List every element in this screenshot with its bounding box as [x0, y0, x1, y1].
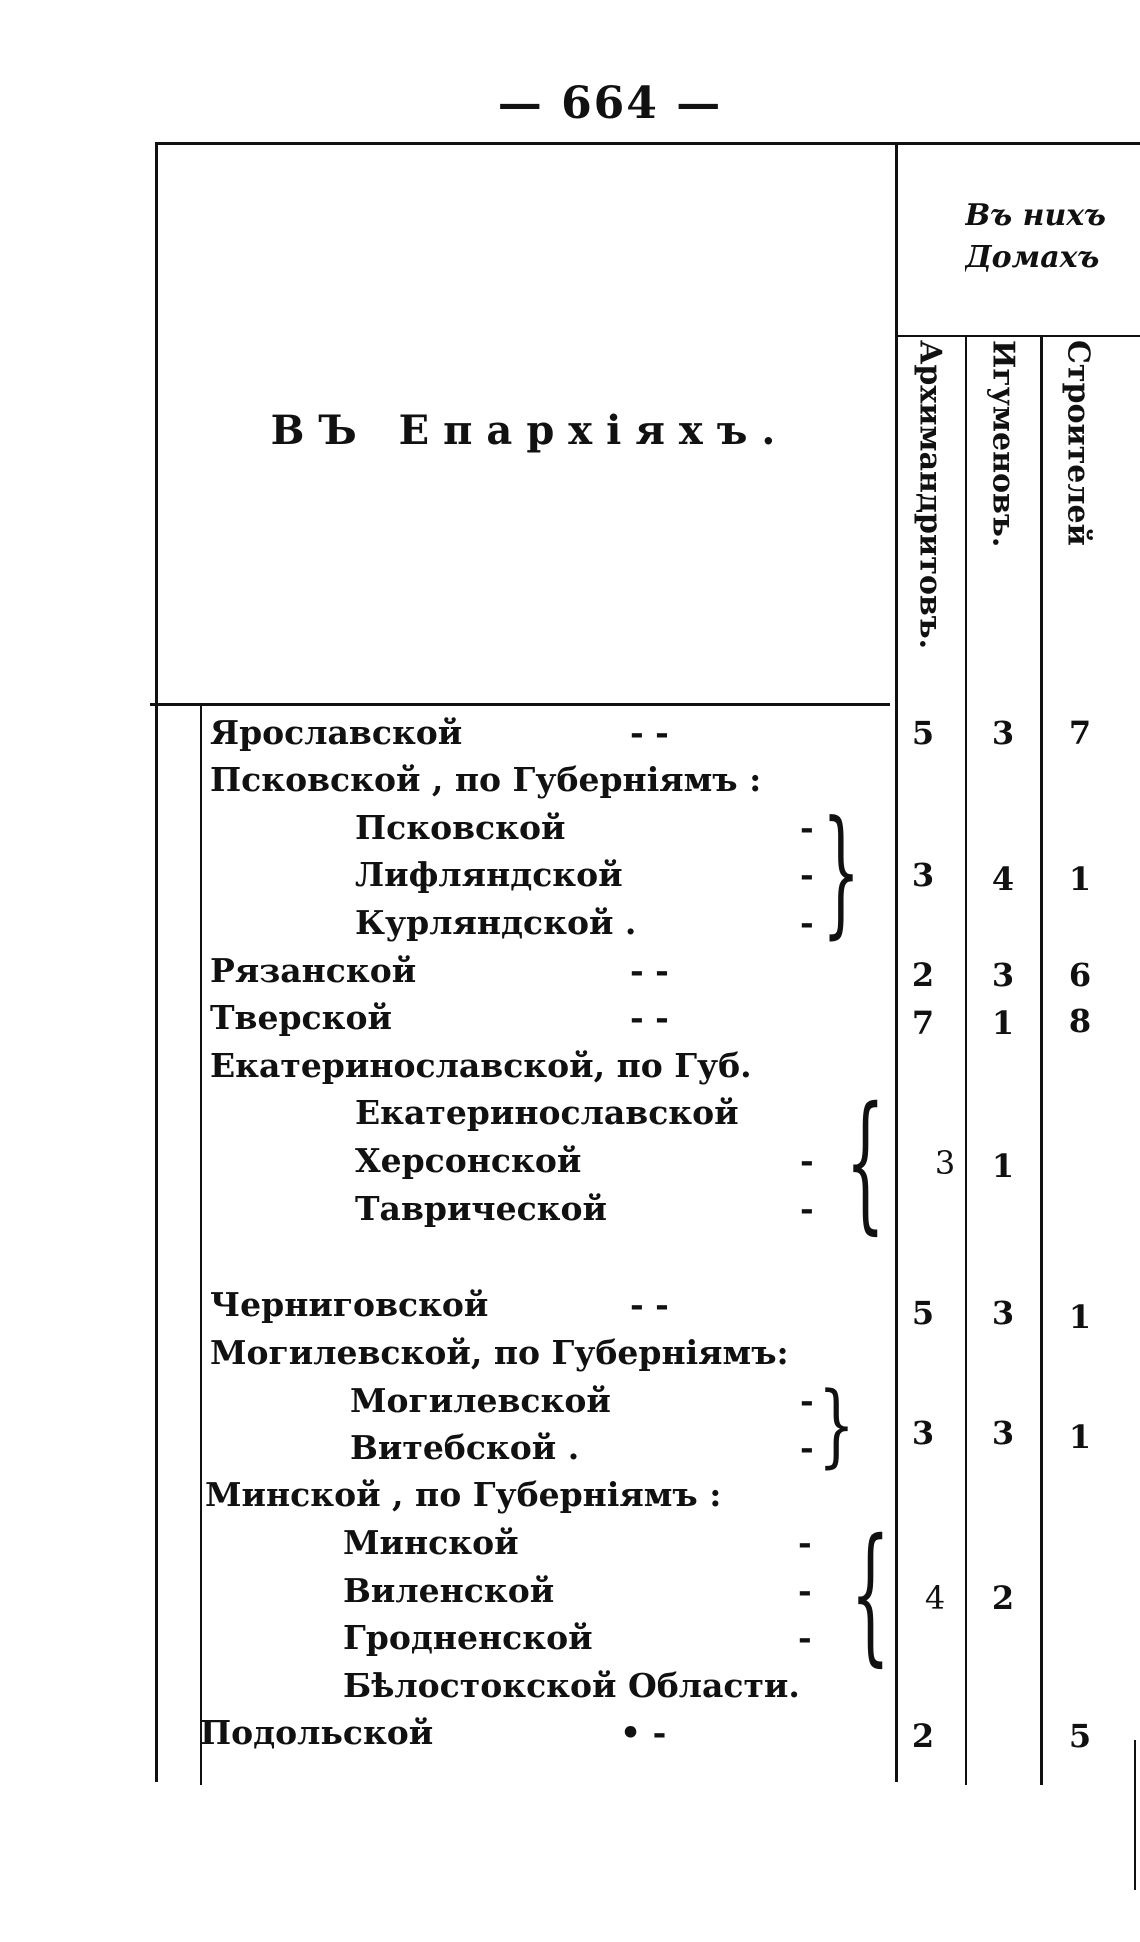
table-row: [343, 1520, 823, 1566]
table-row: [210, 1282, 890, 1328]
hegumens-value: 3: [991, 1294, 1015, 1332]
province-name: Курляндской .: [355, 903, 637, 942]
table-row: [200, 1710, 890, 1756]
province-name: Виленской: [343, 1571, 555, 1610]
table-row: [355, 1090, 835, 1136]
province-name: Таврической: [355, 1189, 607, 1228]
column-rule-3: [1040, 335, 1043, 1785]
diocese-name: Тверской: [210, 998, 392, 1037]
province-name: Минской: [343, 1523, 519, 1562]
hegumens-value: 4: [991, 860, 1015, 898]
row-dash: • -: [620, 1713, 667, 1752]
archimandrites-value: 7: [911, 1004, 935, 1042]
row-dash: - -: [630, 998, 669, 1037]
diocese-header-text: ВЪ Епархіяхъ.: [270, 406, 790, 454]
province-name: Псковской: [355, 808, 566, 847]
column-rule-2: [965, 335, 967, 1785]
brace-mark: }: [818, 1372, 855, 1478]
table-row: [350, 1378, 830, 1424]
archimandrites-value: 5: [911, 1294, 935, 1332]
table-row: [343, 1663, 883, 1709]
row-dash: -: [800, 1189, 814, 1228]
row-dash: -: [800, 903, 814, 942]
archimandrites-value: 3: [911, 856, 935, 894]
row-dash: - -: [630, 713, 669, 752]
builders-header: [1048, 340, 1108, 700]
row-dash: -: [800, 1381, 814, 1420]
table-row: [355, 805, 835, 851]
archimandrites-value: 3: [911, 1414, 935, 1452]
archimandrites-value: 5: [911, 714, 935, 752]
diocese-name: Подольской: [200, 1713, 434, 1752]
diocese-name: Псковской , по Губерніямъ :: [210, 760, 762, 799]
table-row: [210, 1043, 890, 1089]
builders-value: 1: [1068, 1418, 1092, 1456]
group-header-rule: [895, 335, 1140, 337]
hegumens-value: 3: [991, 956, 1015, 994]
province-name: Лифляндской: [355, 855, 623, 894]
hegumens-value: 2: [991, 1579, 1015, 1617]
table-row: [210, 757, 890, 803]
table-row: [205, 1472, 885, 1518]
table-row: [210, 710, 890, 756]
diocese-name: Черниговской: [210, 1285, 489, 1324]
hegumens-value: 3: [991, 714, 1015, 752]
brace-mark: }: [845, 1073, 885, 1249]
diocese-name: Ярославской: [210, 713, 463, 752]
builders-value: 5: [1068, 1717, 1092, 1755]
row-dash: - -: [630, 1285, 669, 1324]
table-left-rule: [155, 142, 158, 1782]
province-name: Екатеринославской: [355, 1093, 739, 1132]
builders-value: 1: [1068, 860, 1092, 898]
hegumens-header: [973, 340, 1033, 700]
row-dash: -: [800, 1428, 814, 1467]
table-row: [343, 1568, 823, 1614]
archimandrites-header-text: Архимандритовъ.: [912, 340, 948, 650]
table-top-rule: [155, 142, 1140, 145]
row-dash: -: [798, 1523, 812, 1562]
row-dash: -: [798, 1618, 812, 1657]
header-bottom-rule: [150, 703, 890, 706]
province-name: Херсонской: [355, 1141, 582, 1180]
archimandrites-value: 4: [924, 1579, 946, 1617]
table-row: [355, 900, 835, 946]
archimandrites-header: [900, 340, 960, 700]
hegumens-value: 1: [991, 1147, 1015, 1185]
diocese-name: Могилевской, по Губерніямъ:: [210, 1333, 789, 1372]
diocese-name: Минской , по Губерніямъ :: [205, 1475, 722, 1514]
archimandrites-value: 2: [911, 1717, 935, 1755]
row-dash: -: [798, 1571, 812, 1610]
province-name: Бѣлостокской Области.: [343, 1666, 800, 1705]
brace-mark: }: [850, 1505, 890, 1681]
table-row: [355, 852, 835, 898]
builders-value: 1: [1068, 1298, 1092, 1336]
group-header-line-2: Домахъ: [965, 240, 1100, 275]
hegumens-value: 1: [991, 1004, 1015, 1042]
row-dash: -: [800, 808, 814, 847]
diocese-name: Екатеринославской, по Губ.: [210, 1046, 752, 1085]
hegumens-header-text: Игуменовъ.: [985, 340, 1021, 548]
province-name: Гродненской: [343, 1618, 593, 1657]
row-dash: -: [800, 855, 814, 894]
table-row: [210, 948, 890, 994]
stub-left-rule: [200, 705, 202, 1785]
table-row: [210, 995, 890, 1041]
builders-header-text: Строителей: [1060, 340, 1096, 546]
table-row: [355, 1186, 835, 1232]
province-name: Витебской .: [350, 1428, 580, 1467]
row-dash: -: [800, 1141, 814, 1180]
diocese-name: Рязанской: [210, 951, 417, 990]
monastery-group-header: [965, 195, 1140, 279]
province-name: Могилевской: [350, 1381, 611, 1420]
table-row: [355, 1138, 835, 1184]
hegumens-value: 3: [991, 1414, 1015, 1452]
diocese-column-header: [165, 160, 895, 700]
archimandrites-value: 3: [934, 1144, 956, 1182]
right-edge-rule: [1134, 1740, 1136, 1890]
table-row: [350, 1425, 830, 1471]
builders-value: 7: [1068, 714, 1092, 752]
builders-value: 6: [1068, 956, 1092, 994]
table-row: [210, 1330, 890, 1376]
page-number: — 664 —: [497, 78, 723, 129]
row-dash: - -: [630, 951, 669, 990]
table-row: [343, 1615, 823, 1661]
builders-value: 8: [1068, 1002, 1092, 1040]
group-header-line-1: Въ нихъ: [965, 198, 1106, 233]
brace-mark: }: [822, 792, 861, 954]
archimandrites-value: 2: [911, 956, 935, 994]
